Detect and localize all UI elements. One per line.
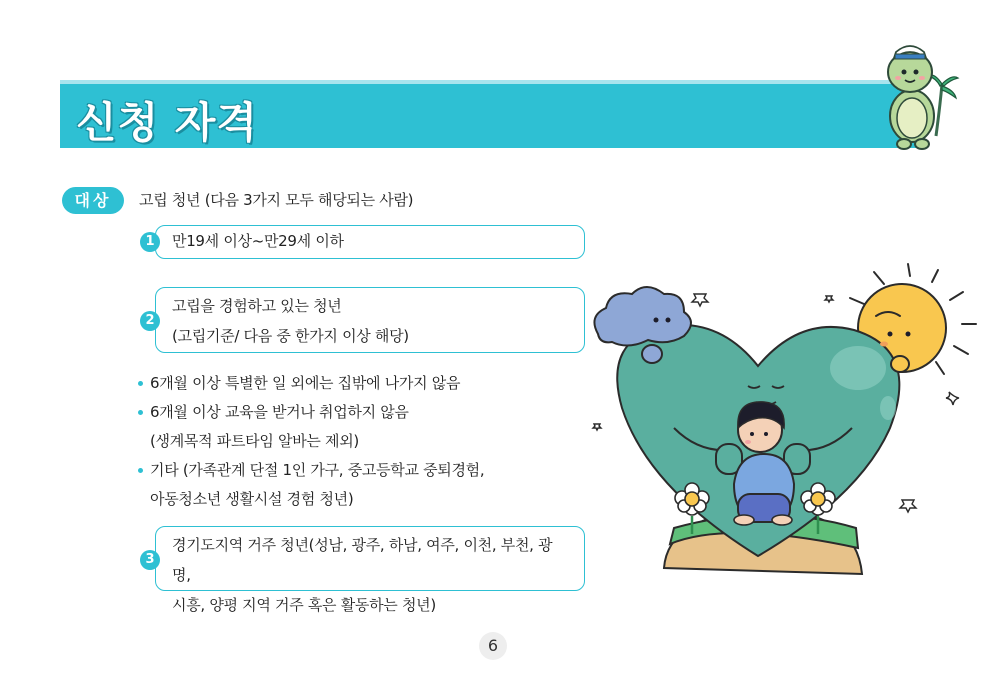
isolation-criteria-list xyxy=(138,369,484,514)
criterion-number-3: 3 xyxy=(140,550,160,570)
bullet-icon xyxy=(138,468,143,473)
target-badge: 대상 xyxy=(62,187,124,214)
criterion-box-1 xyxy=(155,225,585,259)
criterion-3-line-2: 시흥, 양평 지역 거주 혹은 활동하는 청년) xyxy=(172,596,436,614)
list-item-text: 아동청소년 생활시설 경험 청년) xyxy=(150,490,354,508)
criterion-2-line-2: (고립기준/ 다음 중 한가지 이상 해당) xyxy=(172,327,409,345)
criterion-3-line-1: 경기도지역 거주 청년(성남, 광주, 하남, 여주, 이천, 부천, 광명, xyxy=(172,536,553,584)
page-number: 6 xyxy=(479,632,507,660)
list-item xyxy=(138,369,484,398)
list-item xyxy=(138,456,484,485)
bullet-icon xyxy=(138,410,143,415)
list-item-continuation xyxy=(138,427,484,456)
bullet-icon xyxy=(138,381,143,386)
list-item-text: 6개월 이상 특별한 일 외에는 집밖에 나가지 않음 xyxy=(150,374,461,392)
criterion-2-line-1: 고립을 경험하고 있는 청년 xyxy=(172,297,342,315)
page-title: 신청 자격 xyxy=(76,98,258,147)
intro-text: 고립 청년 (다음 3가지 모두 해당되는 사람) xyxy=(139,191,414,209)
list-item-text: 6개월 이상 교육을 받거나 취업하지 않음 xyxy=(150,403,409,421)
criterion-number-2: 2 xyxy=(140,311,160,331)
title-bar xyxy=(60,80,920,148)
list-item-continuation xyxy=(138,485,484,514)
turtle-mascot-illustration xyxy=(878,36,962,152)
list-item-text: 기타 (가족관계 단절 1인 가구, 중고등학교 중퇴경험, xyxy=(150,461,485,479)
criterion-box-2 xyxy=(155,287,585,353)
heart-hug-illustration xyxy=(588,258,980,592)
criterion-1-line-1: 만19세 이상~만29세 이하 xyxy=(172,232,344,250)
list-item xyxy=(138,398,484,427)
criterion-box-3 xyxy=(155,526,585,614)
criterion-number-1: 1 xyxy=(140,232,160,252)
list-item-text: (생계목적 파트타임 알바는 제외) xyxy=(150,432,359,450)
